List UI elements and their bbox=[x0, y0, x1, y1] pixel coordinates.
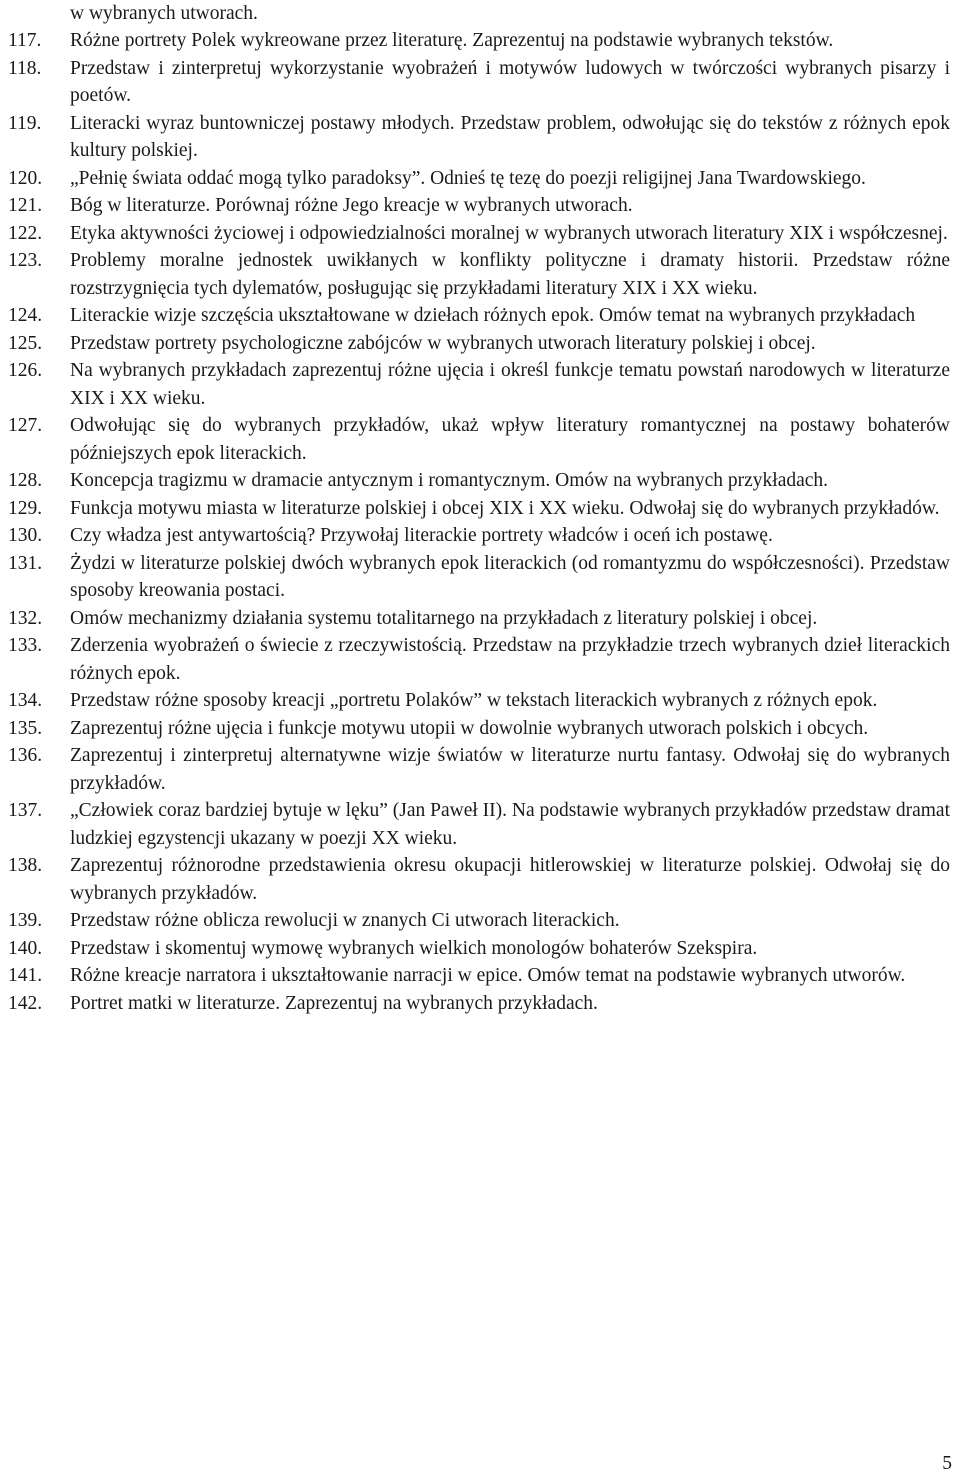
item-text: Zaprezentuj różnorodne przedstawienia okresu okupacji hitlerowskiej w literaturze polskiej. Odwołaj się do wybranych przykładów. bbox=[70, 855, 950, 904]
list-item bbox=[8, 110, 960, 165]
item-number: 129. bbox=[8, 497, 43, 519]
topic-list bbox=[8, 27, 960, 1017]
item-number: 131. bbox=[8, 552, 43, 574]
list-item bbox=[8, 192, 960, 220]
list-item bbox=[8, 522, 960, 550]
item-text: Odwołując się do wybranych przykładów, ukaż wpływ literatury romantycznej na postawy bohaterów późniejszych epok literackich. bbox=[70, 415, 950, 464]
list-item bbox=[8, 247, 960, 302]
item-number: 136. bbox=[8, 745, 43, 766]
item-text: Przedstaw i skomentuj wymowę wybranych wielkich monologów bohaterów Szekspira. bbox=[70, 937, 758, 959]
list-item bbox=[8, 990, 960, 1018]
page-number: 5 bbox=[942, 1453, 952, 1474]
item-number: 127. bbox=[8, 415, 43, 436]
item-text: Na wybranych przykładach zaprezentuj różne ujęcia i określ funkcje tematu powstań narodowych w literaturze XIX i XX wieku. bbox=[70, 360, 950, 409]
list-item bbox=[8, 357, 960, 412]
list-item bbox=[8, 330, 960, 358]
item-text: Bóg w literaturze. Porównaj różne Jego kreacje w wybranych utworach. bbox=[70, 195, 633, 216]
list-item bbox=[8, 797, 960, 852]
item-number: 130. bbox=[8, 525, 43, 546]
item-number: 135. bbox=[8, 717, 43, 739]
item-number: 126. bbox=[8, 360, 43, 381]
list-item bbox=[8, 550, 960, 605]
item-number: 124. bbox=[8, 305, 43, 326]
item-text: Przedstaw i zinterpretuj wykorzystanie wyobrażeń i motywów ludowych w twórczości wybranych pisarzy i poetów. bbox=[70, 57, 950, 106]
list-item bbox=[8, 687, 960, 715]
item-text: Żydzi w literaturze polskiej dwóch wybranych epok literackich (od romantyzmu do współczesności). Przedstaw sposoby kreowania postaci. bbox=[70, 552, 950, 601]
list-item bbox=[8, 412, 960, 467]
item-number: 118. bbox=[8, 57, 42, 79]
list-item bbox=[8, 907, 960, 935]
item-text: Literacki wyraz buntowniczej postawy młodych. Przedstaw problem, odwołując się do tekstów z różnych epok kultury polskiej. bbox=[70, 112, 950, 161]
list-item bbox=[8, 165, 960, 193]
item-number: 123. bbox=[8, 250, 43, 271]
list-item bbox=[8, 495, 960, 523]
item-text: Zaprezentuj i zinterpretuj alternatywne wizje światów w literaturze nurtu fantasy. Odwołaj się do wybranych przykładów. bbox=[70, 745, 950, 794]
item-text: Przedstaw różne sposoby kreacji „portretu Polaków” w tekstach literackich wybranych z różnych epok. bbox=[70, 690, 878, 711]
item-number: 138. bbox=[8, 855, 43, 876]
list-item bbox=[8, 467, 960, 495]
item-text: Koncepcja tragizmu w dramacie antycznym i romantycznym. Omów na wybranych przykładach. bbox=[70, 470, 829, 491]
list-item bbox=[8, 715, 960, 743]
item-text: Etyka aktywności życiowej i odpowiedzialności moralnej w wybranych utworach literatury XIX i współczesnej. bbox=[70, 222, 948, 244]
item-text: Różne kreacje narratora i ukształtowanie narracji w epice. Omów temat na podstawie wybranych utworów. bbox=[70, 965, 906, 986]
item-number: 119. bbox=[8, 112, 42, 134]
list-item bbox=[8, 962, 960, 990]
item-text: Przedstaw różne oblicza rewolucji w znanych Ci utworach literackich. bbox=[70, 910, 620, 931]
list-item bbox=[8, 935, 960, 963]
item-number: 117. bbox=[8, 30, 42, 51]
item-text: Zaprezentuj różne ujęcia i funkcje motywu utopii w dowolnie wybranych utworach polskich i obcych. bbox=[70, 717, 869, 739]
item-number: 139. bbox=[8, 910, 43, 931]
item-text: Omów mechanizmy działania systemu totalitarnego na przykładach z literatury polskiej i obcej. bbox=[70, 607, 818, 629]
list-item bbox=[8, 605, 960, 633]
list-item bbox=[8, 742, 960, 797]
item-text: Przedstaw portrety psychologiczne zabójców w wybranych utworach literatury polskiej i obcej. bbox=[70, 332, 816, 354]
list-item bbox=[8, 55, 960, 110]
item-number: 140. bbox=[8, 937, 43, 959]
item-text: Portret matki w literaturze. Zaprezentuj na wybranych przykładach. bbox=[70, 992, 598, 1014]
list-item bbox=[8, 302, 960, 330]
item-number: 137. bbox=[8, 800, 43, 821]
item-number: 125. bbox=[8, 332, 43, 354]
item-number: 132. bbox=[8, 607, 43, 629]
item-text: Literackie wizje szczęścia ukształtowane w dziełach różnych epok. Omów temat na wybranych przykładach bbox=[70, 305, 916, 326]
item-text: Funkcja motywu miasta w literaturze polskiej i obcej XIX i XX wieku. Odwołaj się do wybranych przykładów. bbox=[70, 497, 940, 519]
item-text: Problemy moralne jednostek uwikłanych w konflikty polityczne i dramaty historii. Przedstaw różne rozstrzygnięcia tych dylematów, posługując się przykładami literatury XIX i XX wieku. bbox=[70, 250, 950, 299]
item-number: 120. bbox=[8, 167, 43, 189]
item-text: „Człowiek coraz bardziej bytuje w lęku” (Jan Paweł II). Na podstawie wybranych przykładów przedstaw dramat ludzkiej egzystencji ukazany w poezji XX wieku. bbox=[70, 800, 950, 849]
list-item bbox=[8, 220, 960, 248]
item-number: 121. bbox=[8, 195, 43, 216]
item-number: 141. bbox=[8, 965, 43, 986]
list-item bbox=[8, 852, 960, 907]
item-text: Czy władza jest antywartością? Przywołaj literackie portrety władców i oceń ich postawę. bbox=[70, 525, 773, 546]
list-item bbox=[8, 27, 960, 55]
list-item bbox=[8, 632, 960, 687]
item-text: Różne portrety Polek wykreowane przez literaturę. Zaprezentuj na podstawie wybranych tekstów. bbox=[70, 30, 834, 51]
item-number: 122. bbox=[8, 222, 43, 244]
continuation-line: w wybranych utworach. bbox=[70, 3, 258, 24]
item-number: 134. bbox=[8, 690, 43, 711]
item-text: Zderzenia wyobrażeń o świecie z rzeczywistością. Przedstaw na przykładzie trzech wybranych dzieł literackich różnych epok. bbox=[70, 635, 950, 684]
item-number: 128. bbox=[8, 470, 43, 491]
item-number: 142. bbox=[8, 992, 43, 1014]
item-number: 133. bbox=[8, 635, 43, 656]
item-text: „Pełnię świata oddać mogą tylko paradoksy”. Odnieś tę tezę do poezji religijnej Jana Twardowskiego. bbox=[70, 167, 866, 189]
